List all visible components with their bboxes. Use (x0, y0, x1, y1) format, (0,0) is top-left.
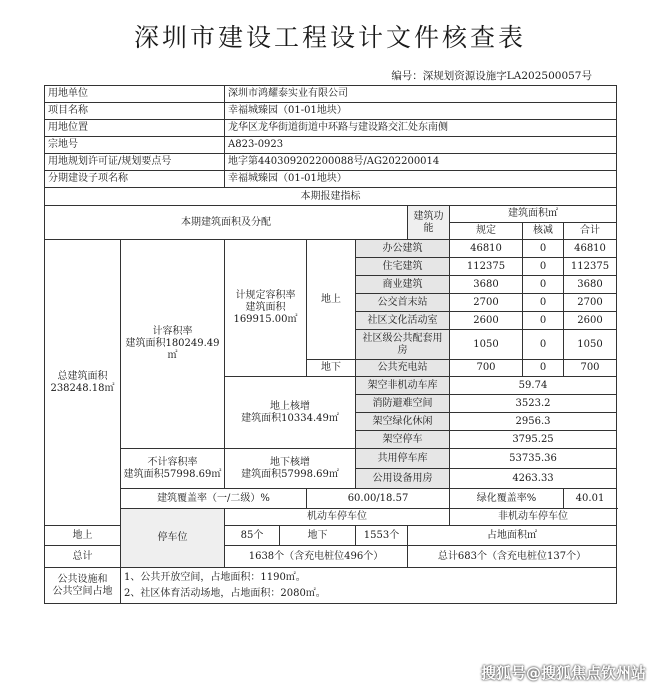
parking-below-value: 1553个 (356, 526, 408, 546)
func-total: 46810 (564, 240, 617, 258)
func-total: 700 (564, 360, 617, 377)
non-far-value: 建筑面积57998.69㎡ (123, 468, 222, 480)
green-coverage-value: 40.01 (564, 489, 617, 509)
area-header: 建筑面积㎡ (450, 206, 617, 223)
func-cut: 0 (523, 240, 564, 258)
below-increment-label: 地下核增 (270, 456, 310, 468)
info-value: A823-0923 (225, 137, 617, 154)
non-far-cell (121, 449, 225, 489)
parking-below-label: 地下 (280, 526, 356, 546)
increment-name: 消防避难空间 (356, 395, 450, 413)
func-cut: 0 (523, 276, 564, 294)
nonmotor-parking-header: 非机动车停车位 (450, 509, 617, 526)
func-name: 社区文化活动室 (356, 312, 450, 330)
coverage-value: 60.00/18.57 (307, 489, 450, 509)
public-facility-content (121, 568, 617, 604)
above-increment-cell (225, 377, 356, 449)
public-facility-label (45, 568, 121, 604)
function-header: 建筑功能 (408, 206, 450, 240)
parking-total-label: 总计 (45, 546, 121, 568)
func-spec: 1050 (450, 330, 523, 360)
below-item-name: 共用停车库 (356, 449, 450, 469)
total-header: 合计 (564, 223, 617, 240)
func-total: 112375 (564, 258, 617, 276)
document-number: 编号：深规划资源设施字LA202500057号 (391, 70, 592, 82)
distribution-header: 本期建筑面积及分配 (45, 206, 408, 240)
func-spec: 46810 (450, 240, 523, 258)
info-value: 深圳市鸿耀泰实业有限公司 (225, 86, 617, 103)
func-name: 商业建筑 (356, 276, 450, 294)
total-area-value: 238248.18㎡ (50, 382, 115, 394)
func-spec: 112375 (450, 258, 523, 276)
func-spec: 3680 (450, 276, 523, 294)
parking-total-value: 1638个（含充电桩位496个） (225, 546, 408, 568)
spec-header: 规定 (450, 223, 523, 240)
func-spec: 700 (450, 360, 523, 377)
below-increment-cell (225, 449, 356, 489)
func-total: 2700 (564, 294, 617, 312)
increment-name: 架空非机动车库 (356, 377, 450, 395)
func-cut: 0 (523, 312, 564, 330)
func-name: 社区级公共配套用房 (356, 330, 450, 360)
increment-name: 架空停车 (356, 431, 450, 449)
below-item-value: 4263.33 (450, 469, 617, 489)
increment-value: 2956.3 (450, 413, 617, 431)
far-area-cell (121, 240, 225, 449)
spec-far-cell (225, 240, 307, 377)
func-spec: 2600 (450, 312, 523, 330)
parking-label: 停车位 (121, 509, 225, 568)
func-spec: 2700 (450, 294, 523, 312)
increment-value: 59.74 (450, 377, 617, 395)
far-area-value: 建筑面积180249.49㎡ (125, 338, 220, 361)
above-ground-label: 地上 (307, 240, 356, 360)
func-name: 公交首末站 (356, 294, 450, 312)
document-title: 深圳市建设工程设计文件核查表 (133, 23, 526, 52)
below-ground-label: 地下 (307, 360, 356, 377)
spec-far-value: 169915.00㎡ (233, 314, 298, 325)
section-title: 本期报建指标 (45, 188, 617, 206)
public-facility-line2: 2、社区体育活动场地，占地面积：2080㎡。 (124, 587, 326, 599)
coverage-label: 建筑覆盖率（一/二级）% (121, 489, 307, 509)
spec-far-line2: 建筑面积 (245, 302, 286, 313)
motor-parking-header: 机动车停车位 (225, 509, 450, 526)
below-item-name: 公用设备用房 (356, 469, 450, 489)
func-cut: 0 (523, 330, 564, 360)
func-cut: 0 (523, 360, 564, 377)
func-name: 住宅建筑 (356, 258, 450, 276)
increment-value: 3523.2 (450, 395, 617, 413)
above-increment-label: 地上核增 (270, 400, 310, 412)
func-total: 1050 (564, 330, 617, 360)
increment-name: 架空绿化休闲 (356, 413, 450, 431)
func-total: 2600 (564, 312, 617, 330)
public-facility-label-line1: 公共设施和 (57, 573, 108, 585)
info-value: 幸福城臻园（01-01地块） (225, 103, 617, 120)
non-far-label: 不计容积率 (147, 456, 198, 468)
info-value: 地字第440309202200088号/AG202200014 (225, 154, 617, 171)
func-cut: 0 (523, 258, 564, 276)
nonmotor-total: 总计683个（含充电桩位137个） (408, 546, 617, 568)
public-facility-label-line2: 公共空间占地 (52, 585, 113, 597)
cut-header: 核减 (523, 223, 564, 240)
info-label: 用地单位 (45, 86, 225, 103)
below-item-value: 53735.36 (450, 449, 617, 469)
increment-value: 3795.25 (450, 431, 617, 449)
spec-far-line1: 计规定容积率 (235, 290, 296, 301)
total-area-cell (45, 240, 121, 526)
func-name: 公共充电站 (356, 360, 450, 377)
total-area-label: 总建筑面积 (57, 370, 108, 382)
func-cut: 0 (523, 294, 564, 312)
func-total: 3680 (564, 276, 617, 294)
green-coverage-label: 绿化覆盖率% (450, 489, 564, 509)
parking-above-label: 地上 (45, 526, 121, 546)
info-label: 分期建设子项名称 (45, 171, 225, 188)
info-label: 项目名称 (45, 103, 225, 120)
func-name: 办公建筑 (356, 240, 450, 258)
public-facility-line1: 1、公共开放空间，占地面积：1190㎡。 (124, 571, 306, 583)
far-area-label: 计容积率 (152, 326, 193, 337)
info-value: 龙华区龙华街道街道中环路与建设路交汇处东南侧 (225, 120, 617, 137)
info-label: 用地位置 (45, 120, 225, 137)
check-table (44, 85, 617, 604)
info-value: 幸福城臻园（01-01地块） (225, 171, 617, 188)
watermark: 搜狐号@搜狐焦点钦州站 (480, 664, 646, 682)
info-label: 用地规划许可证/规划要点号 (45, 154, 225, 171)
above-increment-value: 建筑面积10334.49㎡ (241, 412, 339, 424)
nonmotor-area-label: 占地面积㎡ (408, 526, 617, 546)
parking-above-value: 85个 (225, 526, 280, 546)
below-increment-value: 建筑面积57998.69㎡ (241, 468, 339, 480)
info-label: 宗地号 (45, 137, 225, 154)
